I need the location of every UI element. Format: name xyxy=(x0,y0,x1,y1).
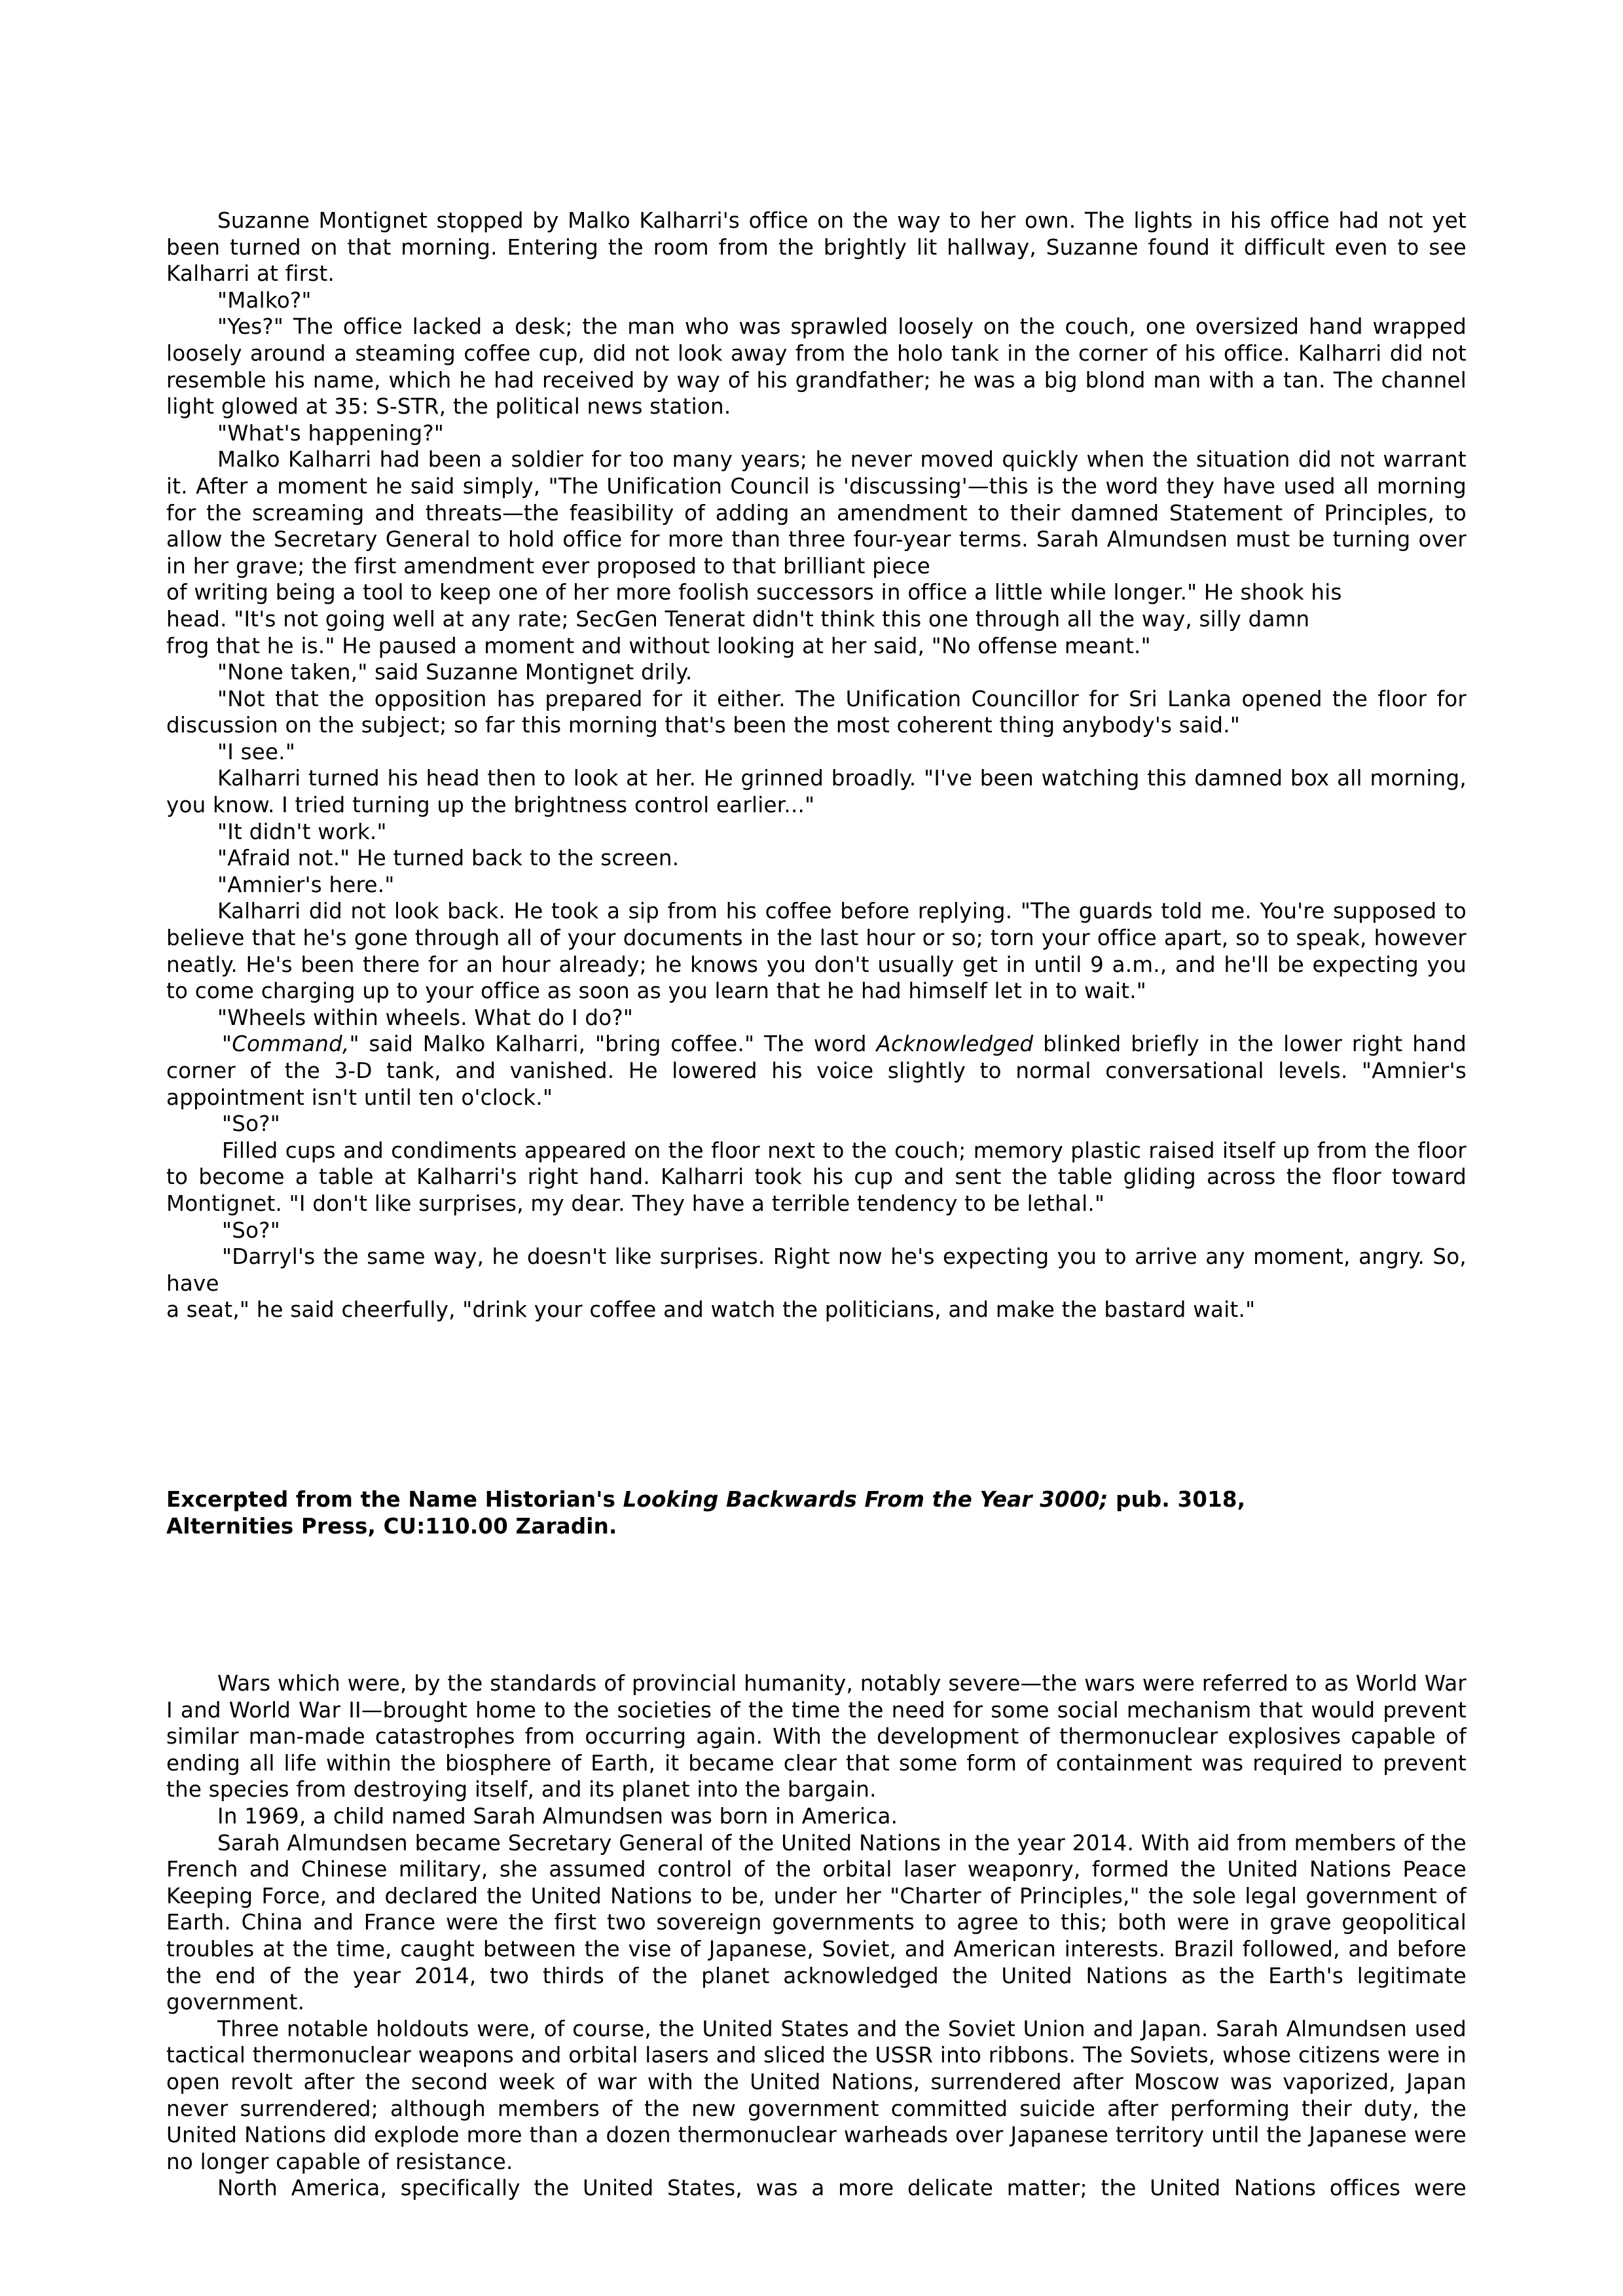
paragraph: Malko Kalharri had been a soldier for too many years; he never moved quickly when the situation did not warrant it. After a moment he said simply, "The Unification Council is 'discussing'—this is the word they have used all morning for the screaming and threats—the feasibility of adding an amendment to their damned Statement of Principles, to allow the Secretary General to hold office for more than three four-year terms. Sarah Almundsen must be turning over in her grave; the first amendment ever proposed to that brilliant piece xyxy=(166,447,1467,579)
dialogue-line: "Wheels within wheels. What do I do?" xyxy=(217,1005,634,1030)
heading-line-2: Alternities Press, CU:110.00 Zaradin. xyxy=(166,1513,617,1539)
heading-line-1 xyxy=(166,1486,1467,1513)
italic-command: "Command," xyxy=(222,1031,359,1057)
dialogue-line: "So?" xyxy=(222,1217,280,1243)
dialogue-line: "What's happening?" xyxy=(217,420,445,446)
book-title: Looking Backwards From the Year 3000; xyxy=(623,1487,1108,1512)
paragraph: In 1969, a child named Sarah Almundsen was born in America. xyxy=(217,1803,898,1829)
dialogue-line: "It didn't work." xyxy=(217,819,387,844)
text-run: said Malko Kalharri, "bring coffee." The word xyxy=(359,1031,877,1057)
italic-acknowledged: Acknowledged xyxy=(876,1031,1034,1057)
paragraph-continuation-line: head. "It's not going well at any rate; SecGen Tenerat didn't think this one through all the way, silly damn xyxy=(166,606,1310,632)
dialogue-line: "Malko?" xyxy=(217,287,312,313)
heading-prefix: Excerpted from the Name Historian's xyxy=(166,1487,623,1512)
heading-suffix: pub. 3018, xyxy=(1108,1487,1246,1512)
excerpt-heading xyxy=(166,1486,1467,1539)
paragraph: "Yes?" The office lacked a desk; the man who was sprawled loosely on the couch, one oversized hand wrapped loosely around a steaming coffee cup, did not look away from the holo tank in the corner of his office. Kalharri did not resemble his name, which he had received by way of his grandfather; he was a big blond man with a tan. The channel light glowed at 35: S-STR, the political news station. xyxy=(166,314,1467,420)
paragraph: Suzanne Montignet stopped by Malko Kalharri's office on the way to her own. The lights in his office had not yet been turned on that morning. Entering the room from the brightly lit hallway, Suzanne found it difficult even to see Kalharri at first. xyxy=(166,208,1467,287)
dialogue-line: "None taken," said Suzanne Montignet drily. xyxy=(217,660,693,685)
paragraph: Filled cups and condiments appeared on the floor next to the couch; memory plastic raised itself up from the floor to become a table at Kalharri's right hand. Kalharri took his cup and sent the table gliding across the floor toward Montignet. "I don't like surprises, my dear. They have a terrible tendency to be lethal." xyxy=(166,1138,1467,1216)
dialogue-line: "So?" xyxy=(222,1111,280,1137)
dialogue-line: "Afraid not." He turned back to the screen. xyxy=(217,846,680,871)
paragraph: Wars which were, by the standards of provincial humanity, notably severe—the wars were referred to as World War I and World War II—brought home to the societies of the time the need for some social mechanism that would prevent similar man-made catastrophes from occurring again. With the development of thermonuclear explosives capable of ending all life within the biosphere of Earth, it became clear that some form of containment was required to prevent the species from destroying itself, and its planet into the bargain. xyxy=(166,1671,1467,1803)
paragraph: Kalharri did not look back. He took a sip from his coffee before replying. "The guards told me. You're supposed to believe that he's gone through all of your documents in the last hour or so; torn your office apart, so to speak, however neatly. He's been there for an hour already; he knows you don't usually get in until 9 a.m., and he'll be expecting you to come charging up to your office as soon as you learn that he had himself let in to wait." xyxy=(166,899,1467,1004)
paragraph: Sarah Almundsen became Secretary General of the United Nations in the year 2014. With aid from members of the French and Chinese military, she assumed control of the orbital laser weaponry, formed the United Nations Peace Keeping Force, and declared the United Nations to be, under her "Charter of Principles," the sole legal government of Earth. China and France were the first two sovereign governments to agree to this; both were in grave geopolitical troubles at the time, caught between the vise of Japanese, Soviet, and American interests. Brazil followed, and before the end of the year 2014, two thirds of the planet acknowledged the United Nations as the Earth's legitimate government. xyxy=(166,1830,1467,2015)
paragraph xyxy=(166,1031,1467,1111)
paragraph-continuation-line: of writing being a tool to keep one of her more foolish successors in office a little while longer." He shook his xyxy=(166,580,1342,605)
excerpt-body xyxy=(166,1670,1467,2202)
paragraph: Three notable holdouts were, of course, the United States and the Soviet Union and Japan. Sarah Almundsen used tactical thermonuclear weapons and orbital lasers and sliced the USSR into ribbons. The Soviets, whose citizens were in open revolt after the second week of war with the United Nations, surrendered after Moscow was vaporized, Japan never surrendered; although members of the new government committed suicide after performing their duty, the United Nations did explode more than a dozen thermonuclear warheads over Japanese territory until the Japanese were no longer capable of resistance. xyxy=(166,2016,1467,2174)
paragraph-continuation-line: frog that he is." He paused a moment and without looking at her said, "No offense meant." xyxy=(166,633,1151,658)
dialogue-line: "I see." xyxy=(217,739,296,764)
story-section xyxy=(166,207,1467,1323)
paragraph: "Not that the opposition has prepared for it either. The Unification Councillor for Sri Lanka opened the floor for discussion on the subject; so far this morning that's been the most coherent thing anybody's said." xyxy=(166,686,1467,738)
paragraph: Kalharri turned his head then to look at her. He grinned broadly. "I've been watching this damned box all morning, you know. I tried turning up the brightness control earlier..." xyxy=(166,766,1467,818)
dialogue-line: "Amnier's here." xyxy=(217,872,395,897)
paragraph: North America, specifically the United States, was a more delicate matter; the United Nations offices were xyxy=(217,2176,1467,2201)
paragraph-continuation-line: a seat," he said cheerfully, "drink your coffee and watch the politicians, and make the bastard wait." xyxy=(166,1297,1256,1323)
paragraph: "Darryl's the same way, he doesn't like surprises. Right now he's expecting you to arrive any moment, angry. So, have xyxy=(166,1244,1467,1296)
text-run: blinked briefly in the lower right hand corner of the 3-D tank, and vanished. He lowered his voice slightly to normal conversational levels. "Amnier's appointment isn't until ten o'clock." xyxy=(166,1031,1467,1110)
